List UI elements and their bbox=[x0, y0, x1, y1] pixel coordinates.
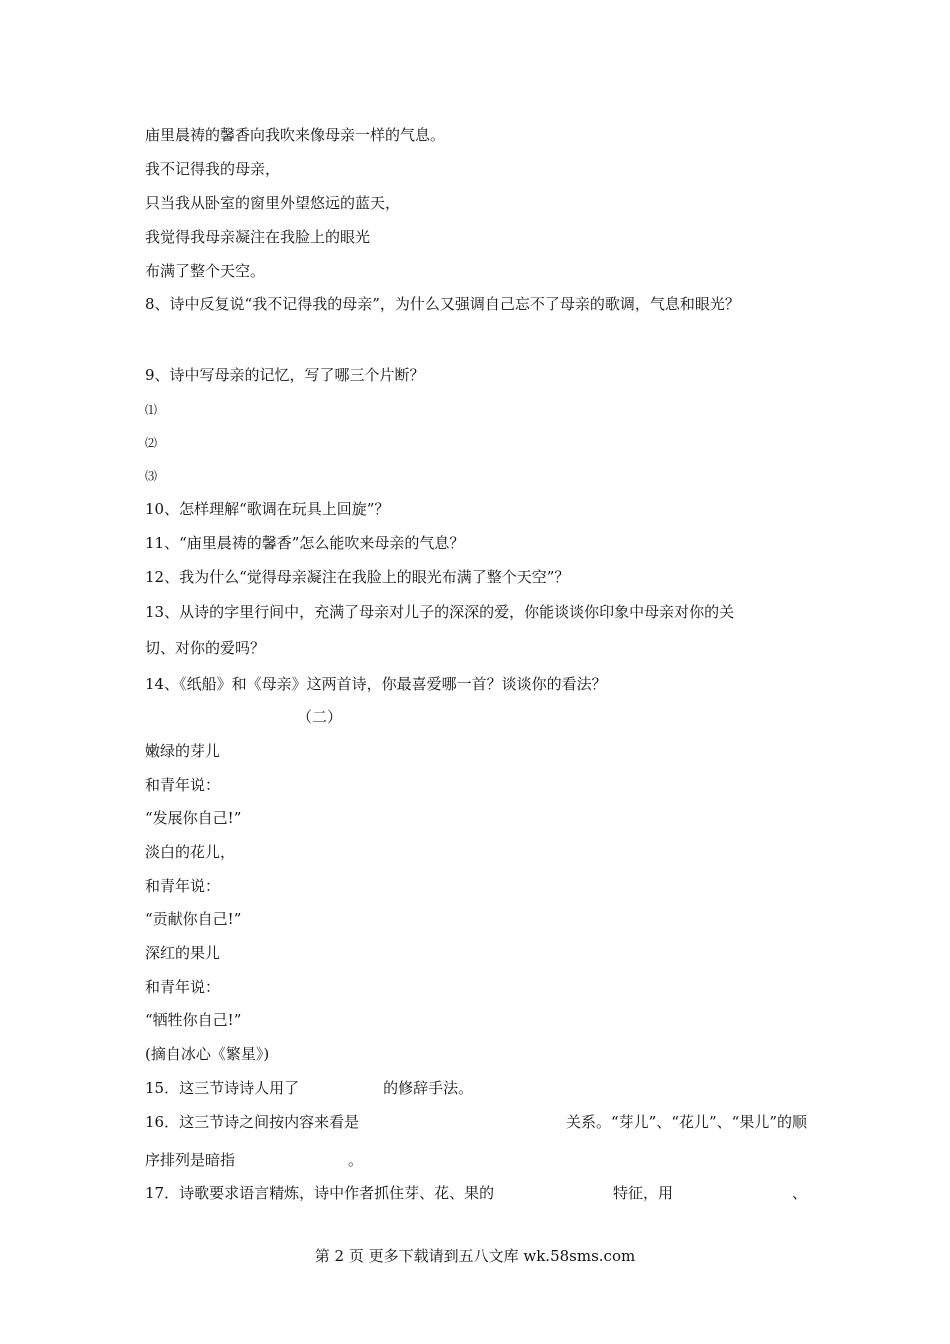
question-16-text: 16．这三节诗之间按内容来看是 bbox=[145, 1113, 360, 1131]
question-11: 11、“庙里晨祷的馨香”怎么能吹来母亲的气息？ bbox=[145, 534, 465, 552]
question-17-line-1 bbox=[145, 1183, 807, 1203]
question-14: 14、《纸船》和《母亲》这两首诗，你最喜爱哪一首？谈谈你的看法？ bbox=[145, 675, 607, 693]
poem2-line-2: 和青年说： bbox=[145, 776, 221, 794]
poem2-line-6: “贡献你自己!” bbox=[145, 910, 242, 928]
poem1-line-5: 布满了整个天空。 bbox=[145, 262, 266, 280]
question-16-line-2 bbox=[145, 1150, 363, 1170]
section-heading: （二） bbox=[297, 708, 343, 726]
question-16-line-1 bbox=[145, 1112, 807, 1132]
page-footer: 第 2 页 更多下载请到五八文库 wk.58sms.com bbox=[314, 1247, 636, 1265]
poem2-line-8: 和青年说： bbox=[145, 978, 221, 996]
question-16-line-2-text: 序排列是暗指 bbox=[145, 1151, 236, 1169]
question-15-suffix: 的修辞手法。 bbox=[383, 1079, 474, 1097]
question-9-answer-2: ⑵ bbox=[145, 436, 158, 450]
question-17-text-2: 特征，用 bbox=[613, 1184, 674, 1202]
poem2-line-4: 淡白的花儿， bbox=[145, 843, 236, 861]
poem2-line-7: 深红的果儿 bbox=[145, 944, 221, 962]
question-15 bbox=[145, 1078, 473, 1098]
question-17-text-3: 、 bbox=[791, 1184, 807, 1202]
question-10: 10、怎样理解“歌调在玩具上回旋”？ bbox=[145, 500, 390, 518]
question-13-line-1: 13、从诗的字里行间中，充满了母亲对儿子的深深的爱，你能谈谈你印象中母亲对你的关 bbox=[145, 603, 735, 621]
poem1-line-2: 我不记得我的母亲， bbox=[145, 160, 281, 178]
poem1-line-1: 庙里晨祷的馨香向我吹来像母亲一样的气息。 bbox=[145, 126, 446, 144]
question-9-answer-3: ⑶ bbox=[145, 469, 158, 483]
question-16-text-2: 关系。“芽儿”、“花儿”、“果儿”的顺 bbox=[565, 1113, 807, 1131]
poem2-line-3: “发展你自己!” bbox=[145, 809, 242, 827]
question-17-text: 17．诗歌要求语言精炼，诗中作者抓住芽、花、果的 bbox=[145, 1184, 495, 1202]
poem2-line-1: 嫩绿的芽儿 bbox=[145, 742, 221, 760]
question-9-answer-1: ⑴ bbox=[145, 403, 158, 417]
poem2-line-9: “牺牲你自己!” bbox=[145, 1011, 242, 1029]
question-16-line-2-suffix: 。 bbox=[348, 1151, 364, 1169]
poem1-line-4: 我觉得我母亲凝注在我脸上的眼光 bbox=[145, 228, 371, 246]
poem2-line-5: 和青年说： bbox=[145, 877, 221, 895]
question-9: 9、诗中写母亲的记忆，写了哪三个片断？ bbox=[145, 366, 425, 384]
question-8: 8、诗中反复说“我不记得我的母亲”，为什么又强调自己忘不了母亲的歌调，气息和眼光？ bbox=[145, 295, 740, 313]
poem2-source: (摘自冰心《繁星》) bbox=[145, 1045, 270, 1063]
poem1-line-3: 只当我从卧室的窗里外望悠远的蓝天， bbox=[145, 194, 401, 212]
question-13-line-2: 切、对你的爱吗？ bbox=[145, 639, 266, 657]
question-15-text: 15．这三节诗诗人用了 bbox=[145, 1079, 300, 1097]
question-12: 12、我为什么“觉得母亲凝注在我脸上的眼光布满了整个天空”？ bbox=[145, 568, 570, 586]
